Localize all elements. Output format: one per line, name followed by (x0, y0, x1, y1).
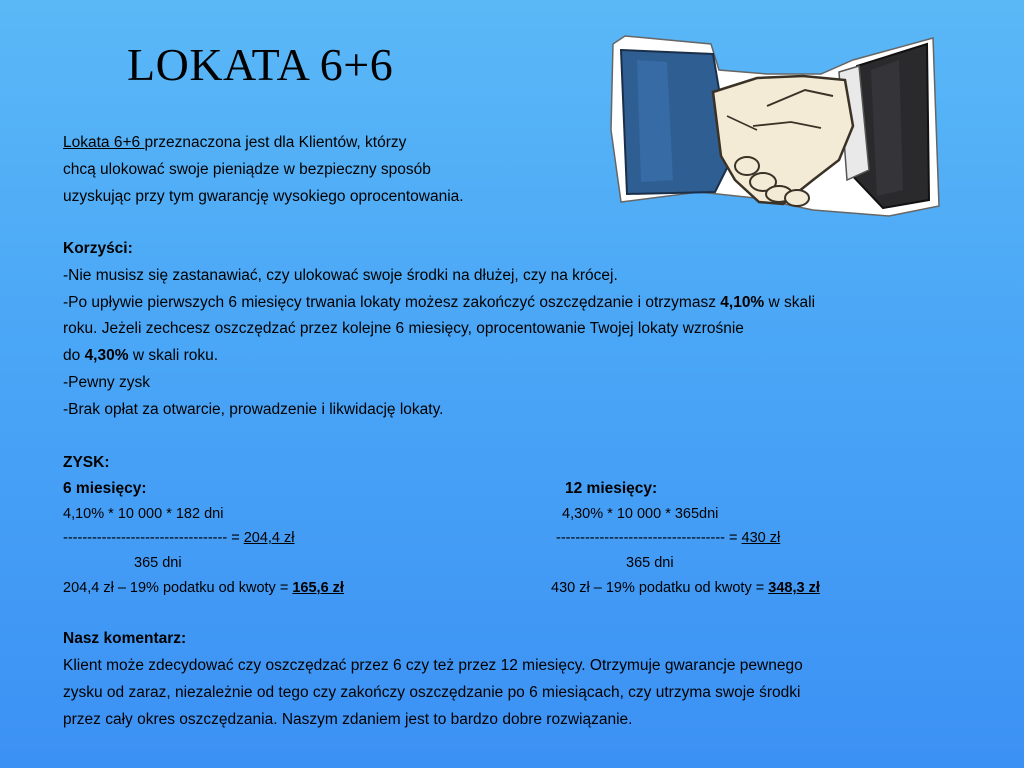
benefit-item-4: -Brak opłat za otwarcie, prowadzenie i likwidację lokaty. (63, 401, 444, 418)
comment-heading: Nasz komentarz: (63, 630, 187, 647)
six-months-net: 165,6 zł (292, 580, 344, 596)
comment-line-3: przez cały okres oszczędzania. Naszym zdaniem jest to bardzo dobre rozwiązanie. (63, 711, 633, 728)
benefit-item-1: -Nie musisz się zastanawiać, czy ulokować swoje środki na dłużej, czy na krócej. (63, 267, 618, 284)
rate-12-months: 4,30% (84, 347, 129, 364)
intro-line-1 (63, 134, 406, 152)
twelve-months-net-line (551, 580, 820, 596)
six-months-dashes: ---------------------------------- = (63, 530, 244, 546)
intro-line-3: uzyskując przy tym gwarancję wysokiego oprocentowania. (63, 188, 464, 205)
twelve-months-net: 348,3 zł (768, 580, 820, 596)
twelve-months-fraction (556, 530, 780, 546)
twelve-months-label: 12 miesięcy: (565, 480, 658, 497)
benefit-item-2-line-3 (63, 347, 218, 365)
twelve-months-formula: 4,30% * 10 000 * 365dni (562, 506, 719, 522)
benefit-item-3: -Pewny zysk (63, 374, 150, 391)
benefit-item-2-text-a: -Po upływie pierwszych 6 miesięcy trwania lokaty możesz zakończyć oszczędzanie i otrzymasz (63, 294, 721, 311)
comment-line-1: Klient może zdecydować czy oszczędzać przez 6 czy też przez 12 miesięcy. Otrzymuje gwarancje pewnego (63, 657, 803, 674)
six-months-tax: 204,4 zł – 19% podatku od kwoty = (63, 580, 293, 596)
twelve-months-dashes: ----------------------------------- = (556, 530, 742, 546)
benefit-item-2-line-2: roku. Jeżeli zechcesz oszczędzać przez kolejne 6 miesięcy, oprocentowanie Twojej lokaty wzrośnie (63, 320, 744, 337)
six-months-gross: 204,4 zł (243, 530, 295, 546)
six-months-net-line (63, 580, 344, 596)
intro-line-2: chcą ulokować swoje pieniądze w bezpieczny sposób (63, 161, 431, 178)
benefits-heading: Korzyści: (63, 240, 133, 257)
benefit-item-2-text-b: w skali (764, 294, 816, 311)
page-title: LOKATA 6+6 (127, 39, 394, 90)
twelve-months-denominator: 365 dni (626, 555, 674, 571)
product-link[interactable]: Lokata 6+6 (63, 134, 145, 151)
twelve-months-tax: 430 zł – 19% podatku od kwoty = (551, 580, 769, 596)
six-months-denominator: 365 dni (134, 555, 182, 571)
profit-heading: ZYSK: (63, 454, 110, 471)
six-months-formula: 4,10% * 10 000 * 182 dni (63, 506, 224, 522)
benefit-item-2-line-1 (63, 294, 815, 312)
rate-6-months: 4,10% (720, 294, 765, 311)
handshake-icon (607, 30, 941, 220)
six-months-fraction (63, 530, 295, 546)
comment-line-2: zysku od zaraz, niezależnie od tego czy zakończy oszczędzanie po 6 miesiącach, czy utrzyma swoje środki (63, 684, 801, 701)
benefit-item-2-line-3-b: w skali roku. (128, 347, 219, 364)
benefit-item-2-line-3-a: do (63, 347, 85, 364)
intro-line-1-text: przeznaczona jest dla Klientów, którzy (144, 134, 407, 151)
twelve-months-gross: 430 zł (741, 530, 781, 546)
six-months-label: 6 miesięcy: (63, 480, 147, 497)
